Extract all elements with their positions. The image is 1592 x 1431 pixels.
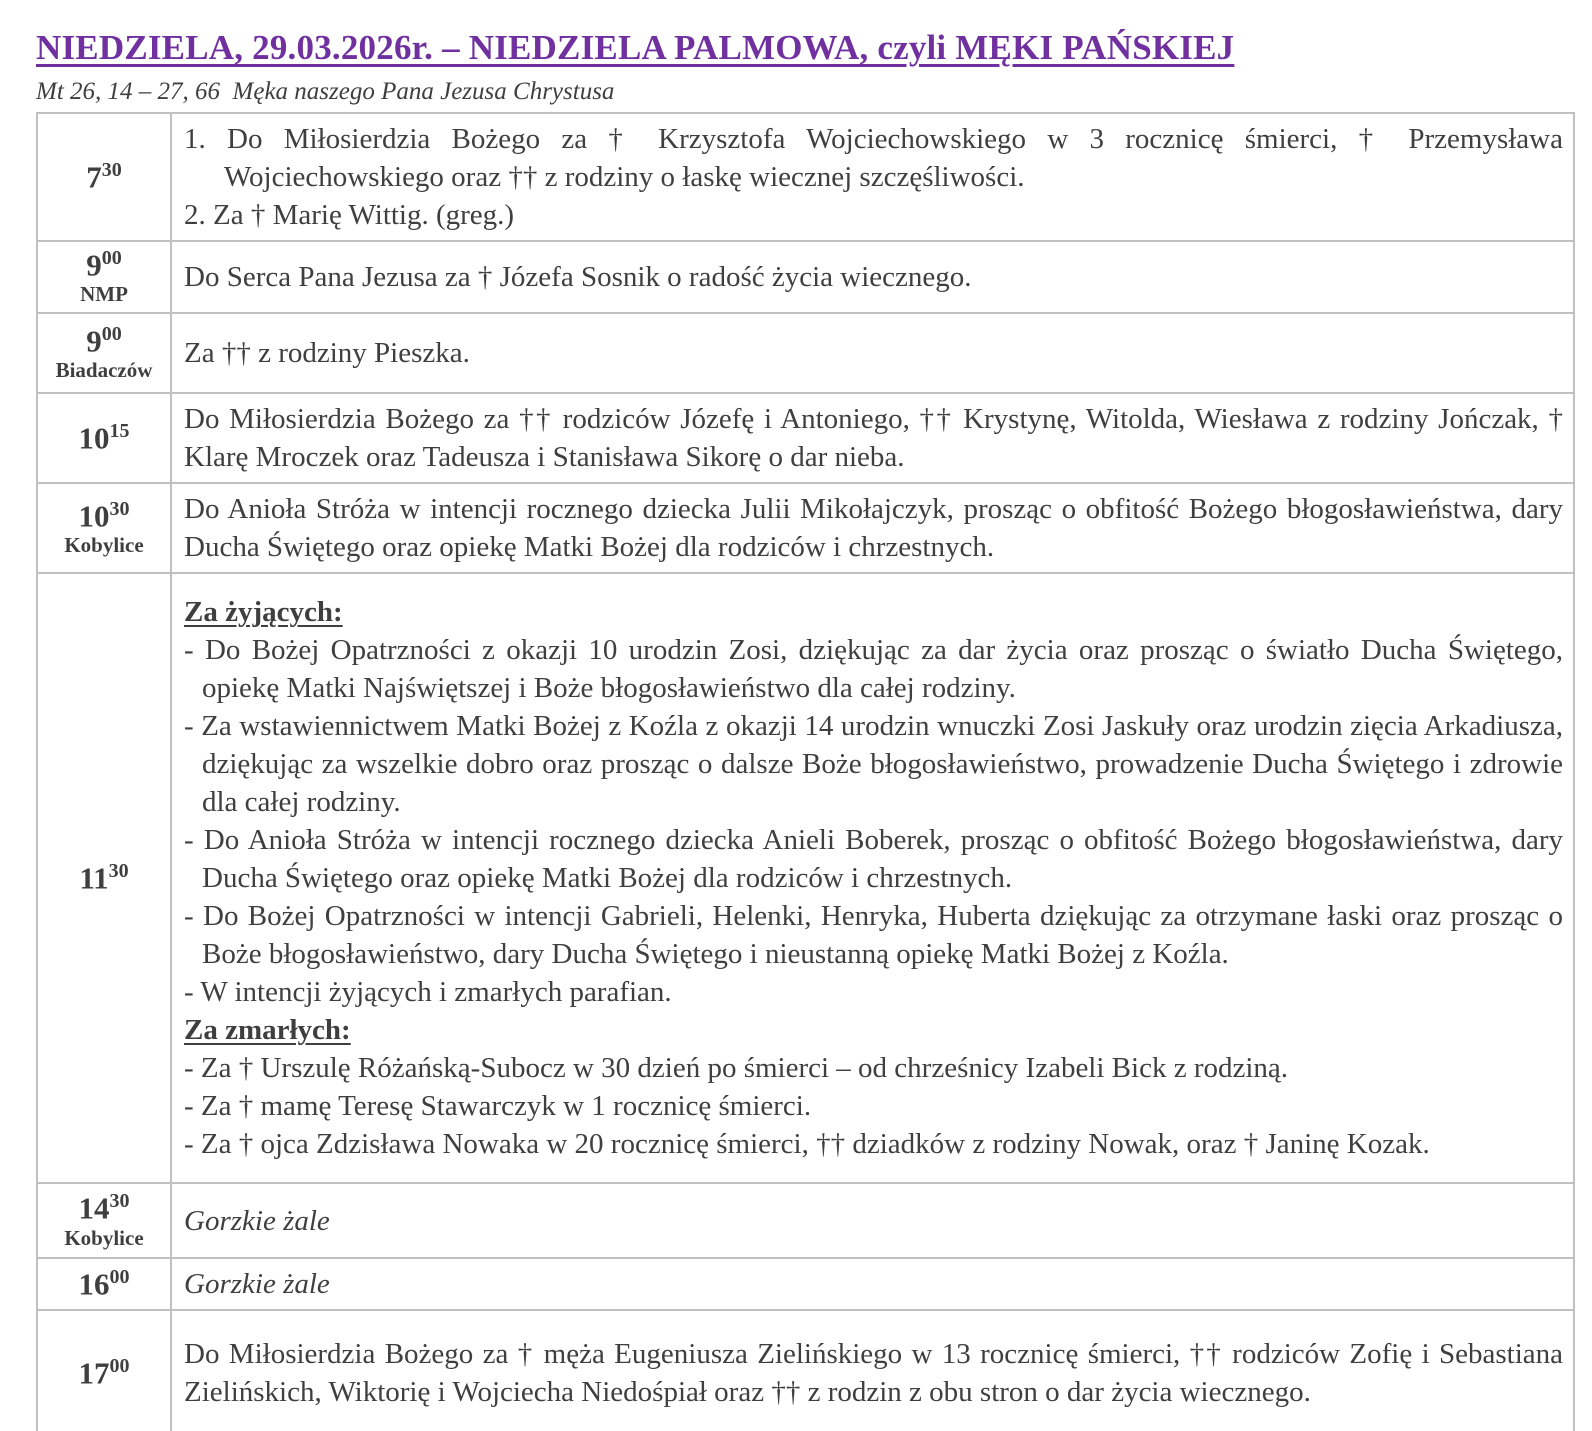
page-title: NIEDZIELA, 29.03.2026r. – NIEDZIELA PALMOWA, czyli MĘKI PAŃSKIEJ (36, 28, 1235, 67)
mass-time-cell (37, 483, 171, 573)
intention-text: Do Miłosierdzia Bożego za † męża Eugeniusza Zielińskiego w 13 rocznicę śmierci, †† rodziców Zofię i Sebastiana Zielińskich, Wiktorię i Wojciecha Niedośpiał oraz †† z rodzin z obu stron o dar życia wiecznego. (184, 1338, 1563, 1408)
schedule-row (37, 1183, 1574, 1258)
schedule-row (37, 483, 1574, 573)
mass-intentions-cell (171, 573, 1574, 1183)
schedule-row (37, 393, 1574, 483)
intention-text: - Do Bożej Opatrzności z okazji 10 urodzin Zosi, dziękując za dar życia oraz prosząc o światło Ducha Świętego, opiekę Matki Najświętszej i Boże błogosławieństwo dla całej rodziny. (184, 634, 1563, 704)
mass-hour: 10 (78, 420, 110, 456)
mass-minutes: 00 (101, 322, 122, 345)
mass-intentions-cell (171, 393, 1574, 483)
mass-time-cell (37, 313, 171, 393)
intention-text: - W intencji żyjących i zmarłych parafian. (184, 976, 672, 1008)
intention-text: Za żyjących: (184, 596, 343, 628)
mass-intentions-cell (171, 241, 1574, 313)
schedule-body (37, 113, 1574, 1431)
mass-time (40, 1355, 168, 1390)
intention-text: - Za † mamę Teresę Stawarczyk w 1 rocznicę śmierci. (184, 1090, 812, 1122)
mass-minutes: 00 (101, 246, 122, 269)
gospel-reference: Mt 26, 14 – 27, 66 Męka naszego Pana Jezusa Chrystusa (36, 78, 615, 105)
schedule-row (37, 1310, 1574, 1431)
intention-text: 1. Do Miłosierdzia Bożego za † Krzysztofa Wojciechowskiego w 3 rocznicę śmierci, † Przemysława Wojciechowskiego oraz †† z rodziny o łaskę wiecznej szczęśliwości. (184, 123, 1563, 193)
mass-hour: 17 (78, 1355, 110, 1391)
mass-hour: 11 (79, 860, 109, 896)
intention-text: Gorzkie żale (184, 1204, 330, 1237)
mass-place: Kobylice (64, 533, 144, 558)
mass-hour: 10 (78, 498, 110, 534)
mass-minutes: 30 (109, 497, 130, 520)
mass-place: NMP (80, 282, 128, 307)
mass-hour: 7 (86, 159, 102, 195)
schedule-row (37, 241, 1574, 313)
mass-time (40, 420, 168, 455)
mass-time (40, 247, 168, 282)
mass-time (40, 1266, 168, 1301)
intention-text: - Za † Urszulę Różańską-Subocz w 30 dzień po śmierci – od chrześnicy Izabeli Bick z rodziną. (184, 1052, 1289, 1084)
mass-minutes: 15 (109, 420, 130, 443)
schedule-row (37, 113, 1574, 241)
mass-minutes: 30 (108, 860, 129, 883)
mass-time-cell (37, 1258, 171, 1310)
mass-intentions-cell (171, 1310, 1574, 1431)
mass-intentions-cell (171, 313, 1574, 393)
mass-time-cell (37, 573, 171, 1183)
schedule-row (37, 1258, 1574, 1310)
intention-text: - Do Bożej Opatrzności w intencji Gabrieli, Helenki, Henryka, Huberta dziękując za otrzymane łaski oraz prosząc o Boże błogosławieństwo, dary Ducha Świętego i nieustanną opiekę Matki Bożej z Koźla. (184, 900, 1563, 970)
mass-time (40, 159, 168, 194)
intention-text: - Za wstawiennictwem Matki Bożej z Koźla z okazji 14 urodzin wnuczki Zosi Jaskuły oraz urodzin zięcia Arkadiusza, dziękując za wszelkie dobro oraz prosząc o dalsze Boże błogosławieństwo, prowadzenie Ducha Świętego i zdrowie dla całej rodziny. (184, 710, 1563, 818)
schedule-row (37, 313, 1574, 393)
mass-intentions-cell (171, 1258, 1574, 1310)
schedule-row (37, 573, 1574, 1183)
intention-text: - Do Anioła Stróża w intencji rocznego dziecka Anieli Boberek, prosząc o obfitość Bożego błogosławieństwa, dary Ducha Świętego oraz opiekę Matki Bożej dla rodziców i chrzestnych. (184, 824, 1563, 894)
mass-place: Biadaczów (55, 358, 153, 383)
mass-time (40, 1190, 168, 1225)
intention-text: 2. Za † Marię Wittig. (greg.) (184, 199, 515, 231)
mass-minutes: 30 (101, 159, 122, 182)
mass-intentions-cell (171, 1183, 1574, 1258)
mass-hour: 16 (78, 1266, 110, 1302)
mass-time (40, 498, 168, 533)
intention-text: Do Serca Pana Jezusa za † Józefa Sosnik o radość życia wiecznego. (184, 261, 972, 293)
mass-time-cell (37, 393, 171, 483)
intention-text: Do Anioła Stróża w intencji rocznego dziecka Julii Mikołajczyk, prosząc o obfitość Bożego błogosławieństwa, dary Ducha Świętego oraz opiekę Matki Bożej dla rodziców i chrzestnych. (184, 493, 1563, 563)
intention-text: Gorzkie żale (184, 1268, 330, 1300)
mass-schedule-table (36, 112, 1575, 1431)
intention-text: Za zmarłych: (184, 1014, 351, 1046)
mass-time (40, 323, 168, 358)
mass-time-cell (37, 1183, 171, 1258)
mass-minutes: 30 (109, 1190, 130, 1213)
mass-minutes: 00 (109, 1355, 130, 1378)
mass-minutes: 00 (109, 1266, 130, 1289)
intention-text: - Za † ojca Zdzisława Nowaka w 20 rocznicę śmierci, †† dziadków z rodziny Nowak, oraz † Janinę Kozak. (184, 1128, 1430, 1160)
mass-time-cell (37, 113, 171, 241)
intention-text: Za †† z rodziny Pieszka. (184, 337, 470, 369)
mass-time-cell (37, 241, 171, 313)
mass-time (40, 860, 168, 895)
mass-time-cell (37, 1310, 171, 1431)
mass-intentions-cell (171, 113, 1574, 241)
intention-text: Do Miłosierdzia Bożego za †† rodziców Józefę i Antoniego, †† Krystynę, Witolda, Wiesława z rodziny Jończak, † Klarę Mroczek oraz Tadeusza i Stanisława Sikorę o dar nieba. (184, 403, 1563, 473)
mass-hour: 9 (86, 247, 102, 283)
mass-hour: 14 (78, 1190, 110, 1226)
mass-intentions-cell (171, 483, 1574, 573)
mass-place: Kobylice (64, 1225, 144, 1250)
mass-hour: 9 (86, 323, 102, 359)
